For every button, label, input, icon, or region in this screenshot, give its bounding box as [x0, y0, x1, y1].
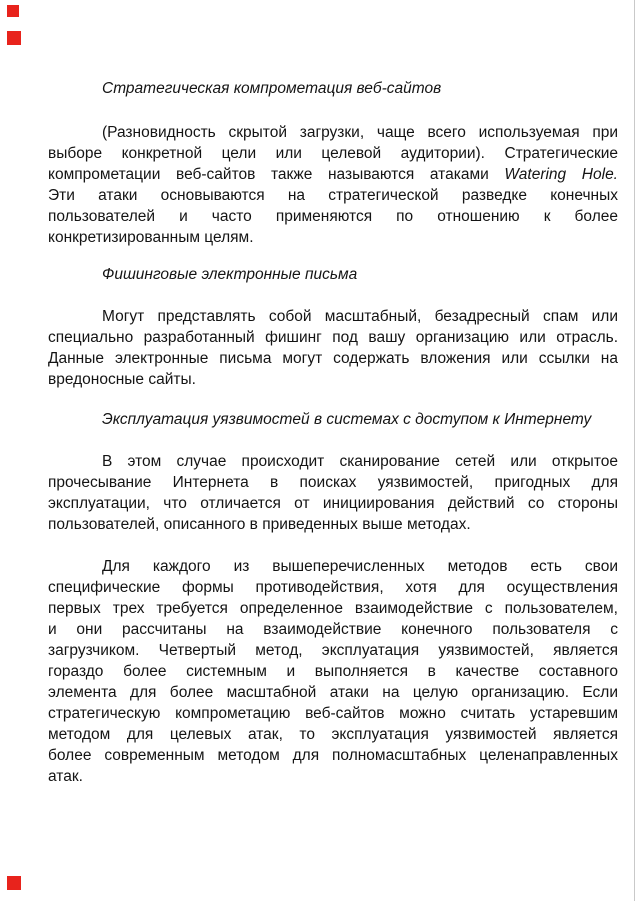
text-line — [48, 164, 618, 185]
section-heading: Стратегическая компрометация веб-сайтов — [102, 80, 442, 97]
text-line: элемента для более масштабной атаки на целую организацию. Если — [48, 684, 618, 701]
text-line: В этом случае происходит сканирование сетей или открытое — [102, 453, 618, 470]
text-line: более современным методом для полномасштабных целенаправленных — [48, 747, 618, 764]
text-line: пользователей, описанного в приведенных выше методах. — [48, 516, 471, 533]
text-segment: компрометации веб-сайтов также называются атаками — [48, 166, 505, 183]
body-paragraph — [48, 451, 618, 535]
text-line: пользователей и часто применяются по отношению к более — [48, 208, 618, 225]
text-line: конкретизированным целям. — [48, 229, 254, 246]
text-line: атак. — [48, 768, 83, 785]
red-marker-bottom — [7, 876, 21, 890]
italic-term: Watering Hole. — [504, 166, 618, 183]
text-line: Эти атаки основываются на стратегической разведке конечных — [48, 187, 618, 204]
text-line: (Разновидность скрытой загрузки, чаще всего используемая при — [102, 124, 618, 141]
text-line: Для каждого из вышеперечисленных методов есть свои — [102, 558, 618, 575]
text-line: эксплуатации, что отличается от инициирования действий со стороны — [48, 495, 618, 512]
body-paragraph — [48, 556, 618, 787]
section-heading: Фишинговые электронные письма — [102, 266, 358, 283]
text-line: специально разработанный фишинг под вашу организацию или отрасль. — [48, 329, 618, 346]
text-line: и они рассчитаны на взаимодействие конечного пользователя с — [48, 621, 618, 638]
red-marker-top-upper — [7, 5, 19, 17]
text-line: первых трех требуется определенное взаимодействие с пользователем, — [48, 600, 618, 617]
text-line: гораздо более системным и выполняется в качестве составного — [48, 663, 618, 680]
text-line: выборе конкретной цели или целевой аудитории). Стратегические — [48, 145, 618, 162]
body-paragraph — [48, 122, 618, 248]
text-line: Могут представлять собой масштабный, безадресный спам или — [102, 308, 618, 325]
text-line: стратегическую компрометацию веб-сайтов можно считать устаревшим — [48, 705, 618, 722]
text-line: специфические формы противодействия, хотя для осуществления — [48, 579, 618, 596]
red-marker-top-lower — [7, 31, 21, 45]
section-heading: Эксплуатация уязвимостей в системах с доступом к Интернету — [102, 411, 592, 428]
text-line: методом для целевых атак, то эксплуатация уязвимостей является — [48, 726, 618, 743]
page-edge-line — [634, 0, 635, 901]
text-line: прочесывание Интернета в поисках уязвимостей, пригодных для — [48, 474, 618, 491]
text-line: вредоносные сайты. — [48, 371, 196, 388]
body-paragraph — [48, 306, 618, 390]
text-line: Данные электронные письма могут содержать вложения или ссылки на — [48, 350, 618, 367]
text-line: загрузчиком. Четвертый метод, эксплуатация уязвимостей, является — [48, 642, 618, 659]
